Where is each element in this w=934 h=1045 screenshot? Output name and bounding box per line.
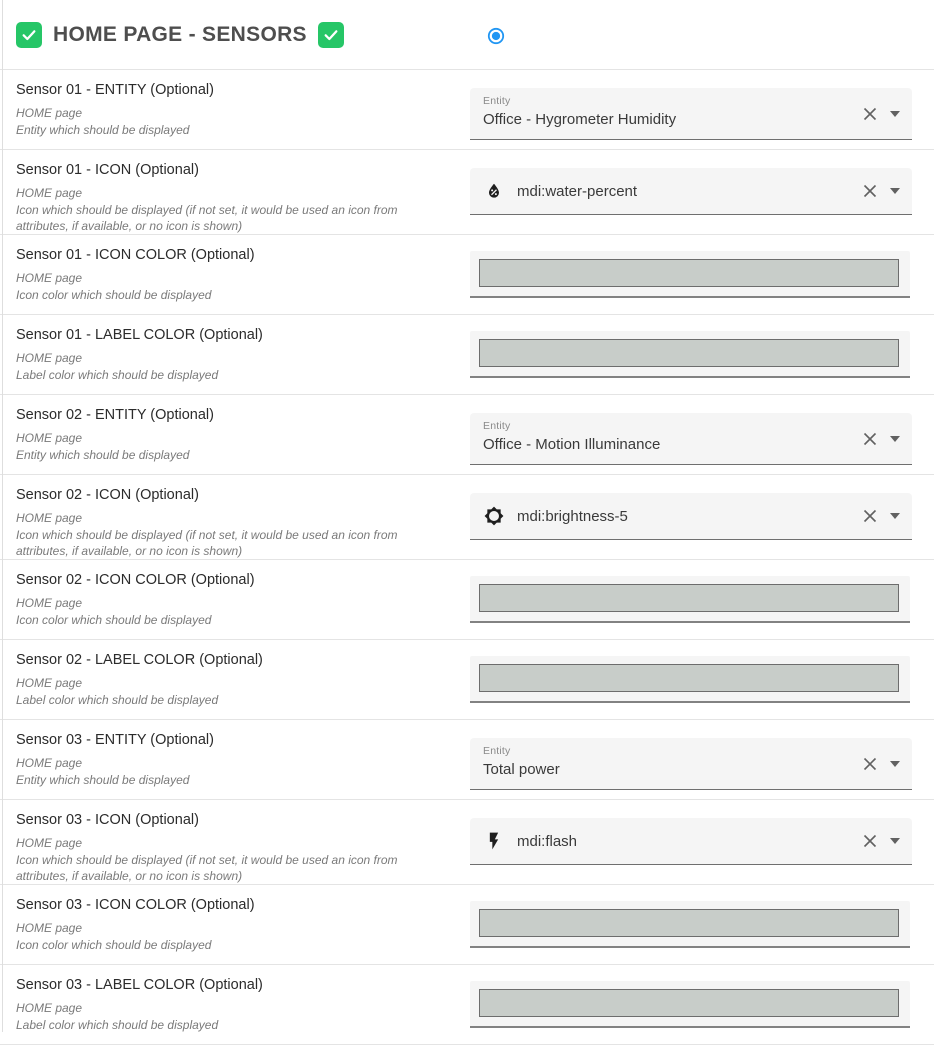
row-sensor-01-entity-optional bbox=[0, 70, 934, 150]
row-sensor-03-icon-optional bbox=[0, 800, 934, 885]
clear-icon[interactable] bbox=[861, 832, 879, 850]
color-swatch bbox=[479, 664, 899, 692]
clear-icon[interactable] bbox=[861, 105, 879, 123]
brightness-icon bbox=[484, 506, 504, 526]
row-title: Sensor 03 - LABEL COLOR (Optional) bbox=[16, 977, 263, 993]
row-control-area bbox=[470, 70, 934, 149]
field-value: mdi:water-percent bbox=[517, 182, 638, 200]
row-control-area bbox=[470, 965, 934, 1044]
color-swatch bbox=[479, 584, 899, 612]
color-swatch bbox=[479, 989, 899, 1017]
row-info bbox=[0, 475, 470, 559]
field-value: Total power bbox=[483, 761, 560, 778]
field-value: Office - Hygrometer Humidity bbox=[483, 111, 677, 128]
entity-select[interactable] bbox=[470, 413, 912, 465]
clear-icon[interactable] bbox=[861, 430, 879, 448]
field-label: Entity bbox=[483, 95, 511, 107]
row-sensor-03-entity-optional bbox=[0, 720, 934, 800]
row-title: Sensor 01 - LABEL COLOR (Optional) bbox=[16, 327, 263, 343]
row-description: Label color which should be displayed bbox=[16, 692, 219, 707]
row-subtitle: HOME page bbox=[16, 271, 83, 285]
row-description: Icon which should be displayed (if not set, it would be used an icon from attributes, if available, or no icon is shown) bbox=[16, 202, 398, 234]
color-swatch bbox=[479, 259, 899, 287]
row-control-area bbox=[470, 560, 934, 639]
color-input[interactable] bbox=[470, 656, 910, 703]
color-swatch bbox=[479, 339, 899, 367]
row-description: Icon color which should be displayed bbox=[16, 287, 212, 302]
row-sensor-02-icon-color-optional bbox=[0, 560, 934, 640]
row-title: Sensor 02 - ICON (Optional) bbox=[16, 487, 199, 503]
radio-button[interactable] bbox=[487, 27, 505, 45]
row-info bbox=[0, 235, 470, 314]
row-title: Sensor 02 - ICON COLOR (Optional) bbox=[16, 572, 255, 588]
row-subtitle: HOME page bbox=[16, 921, 83, 935]
row-sensor-02-label-color-optional bbox=[0, 640, 934, 720]
row-title: Sensor 02 - ENTITY (Optional) bbox=[16, 407, 214, 423]
chevron-down-icon[interactable] bbox=[890, 761, 900, 767]
chevron-down-icon[interactable] bbox=[890, 513, 900, 519]
row-subtitle: HOME page bbox=[16, 511, 83, 525]
row-control-area bbox=[470, 395, 934, 474]
row-control-area bbox=[470, 800, 934, 884]
color-input[interactable] bbox=[470, 331, 910, 378]
row-control-area bbox=[470, 315, 934, 394]
config-rows bbox=[0, 70, 934, 1045]
color-input[interactable] bbox=[470, 981, 910, 1028]
color-input[interactable] bbox=[470, 251, 910, 298]
row-control-area bbox=[470, 720, 934, 799]
row-sensor-01-icon-color-optional bbox=[0, 235, 934, 315]
row-subtitle: HOME page bbox=[16, 596, 83, 610]
row-description: Icon which should be displayed (if not set, it would be used an icon from attributes, if available, or no icon is shown) bbox=[16, 527, 398, 559]
row-control-area bbox=[470, 150, 934, 234]
row-description: Icon color which should be displayed bbox=[16, 937, 212, 952]
row-info bbox=[0, 395, 470, 474]
field-value: mdi:flash bbox=[517, 832, 578, 850]
row-sensor-01-label-color-optional bbox=[0, 315, 934, 395]
row-control-area bbox=[470, 640, 934, 719]
chevron-down-icon[interactable] bbox=[890, 188, 900, 194]
entity-select[interactable] bbox=[470, 88, 912, 140]
row-sensor-03-label-color-optional bbox=[0, 965, 934, 1045]
panel-left-border bbox=[2, 0, 3, 1032]
row-title: Sensor 02 - LABEL COLOR (Optional) bbox=[16, 652, 263, 668]
row-info bbox=[0, 965, 470, 1044]
row-title: Sensor 01 - ICON (Optional) bbox=[16, 162, 199, 178]
color-input[interactable] bbox=[470, 901, 910, 948]
clear-icon[interactable] bbox=[861, 755, 879, 773]
row-title: Sensor 01 - ENTITY (Optional) bbox=[16, 82, 214, 98]
row-info bbox=[0, 720, 470, 799]
row-title: Sensor 03 - ICON COLOR (Optional) bbox=[16, 897, 255, 913]
row-sensor-03-icon-color-optional bbox=[0, 885, 934, 965]
row-description: Entity which should be displayed bbox=[16, 447, 190, 462]
flash-icon bbox=[484, 831, 504, 851]
row-control-area bbox=[470, 235, 934, 314]
field-value: mdi:brightness-5 bbox=[517, 507, 628, 525]
row-title: Sensor 01 - ICON COLOR (Optional) bbox=[16, 247, 255, 263]
row-control-area bbox=[470, 885, 934, 964]
row-subtitle: HOME page bbox=[16, 836, 83, 850]
row-sensor-01-icon-optional bbox=[0, 150, 934, 235]
water-percent-icon bbox=[484, 181, 504, 201]
row-info bbox=[0, 885, 470, 964]
row-description: Label color which should be displayed bbox=[16, 367, 219, 382]
icon-select[interactable] bbox=[470, 818, 912, 865]
clear-icon[interactable] bbox=[861, 182, 879, 200]
row-info bbox=[0, 70, 470, 149]
row-description: Entity which should be displayed bbox=[16, 772, 190, 787]
row-subtitle: HOME page bbox=[16, 186, 83, 200]
field-value: Office - Motion Illuminance bbox=[483, 436, 661, 453]
chevron-down-icon[interactable] bbox=[890, 111, 900, 117]
row-control-area bbox=[470, 475, 934, 559]
row-info bbox=[0, 150, 470, 234]
row-description: Entity which should be displayed bbox=[16, 122, 190, 137]
row-subtitle: HOME page bbox=[16, 1001, 83, 1015]
icon-select[interactable] bbox=[470, 493, 912, 540]
icon-select[interactable] bbox=[470, 168, 912, 215]
row-subtitle: HOME page bbox=[16, 676, 83, 690]
row-description: Icon which should be displayed (if not set, it would be used an icon from attributes, if available, or no icon is shown) bbox=[16, 852, 398, 884]
row-description: Icon color which should be displayed bbox=[16, 612, 212, 627]
row-title: Sensor 03 - ENTITY (Optional) bbox=[16, 732, 214, 748]
check-icon-left bbox=[16, 22, 42, 48]
row-info bbox=[0, 560, 470, 639]
color-input[interactable] bbox=[470, 576, 910, 623]
row-info bbox=[0, 315, 470, 394]
row-sensor-02-entity-optional bbox=[0, 395, 934, 475]
row-title: Sensor 03 - ICON (Optional) bbox=[16, 812, 199, 828]
field-label: Entity bbox=[483, 745, 511, 757]
color-swatch bbox=[479, 909, 899, 937]
chevron-down-icon[interactable] bbox=[890, 838, 900, 844]
row-subtitle: HOME page bbox=[16, 351, 83, 365]
check-icon-right bbox=[318, 22, 344, 48]
row-subtitle: HOME page bbox=[16, 106, 83, 120]
row-info bbox=[0, 640, 470, 719]
clear-icon[interactable] bbox=[861, 507, 879, 525]
page-title: HOME PAGE - SENSORS bbox=[53, 22, 307, 46]
row-description: Label color which should be displayed bbox=[16, 1017, 219, 1032]
row-sensor-02-icon-optional bbox=[0, 475, 934, 560]
row-info bbox=[0, 800, 470, 884]
entity-select[interactable] bbox=[470, 738, 912, 790]
field-label: Entity bbox=[483, 420, 511, 432]
section-header bbox=[0, 0, 934, 70]
chevron-down-icon[interactable] bbox=[890, 436, 900, 442]
row-subtitle: HOME page bbox=[16, 756, 83, 770]
row-subtitle: HOME page bbox=[16, 431, 83, 445]
